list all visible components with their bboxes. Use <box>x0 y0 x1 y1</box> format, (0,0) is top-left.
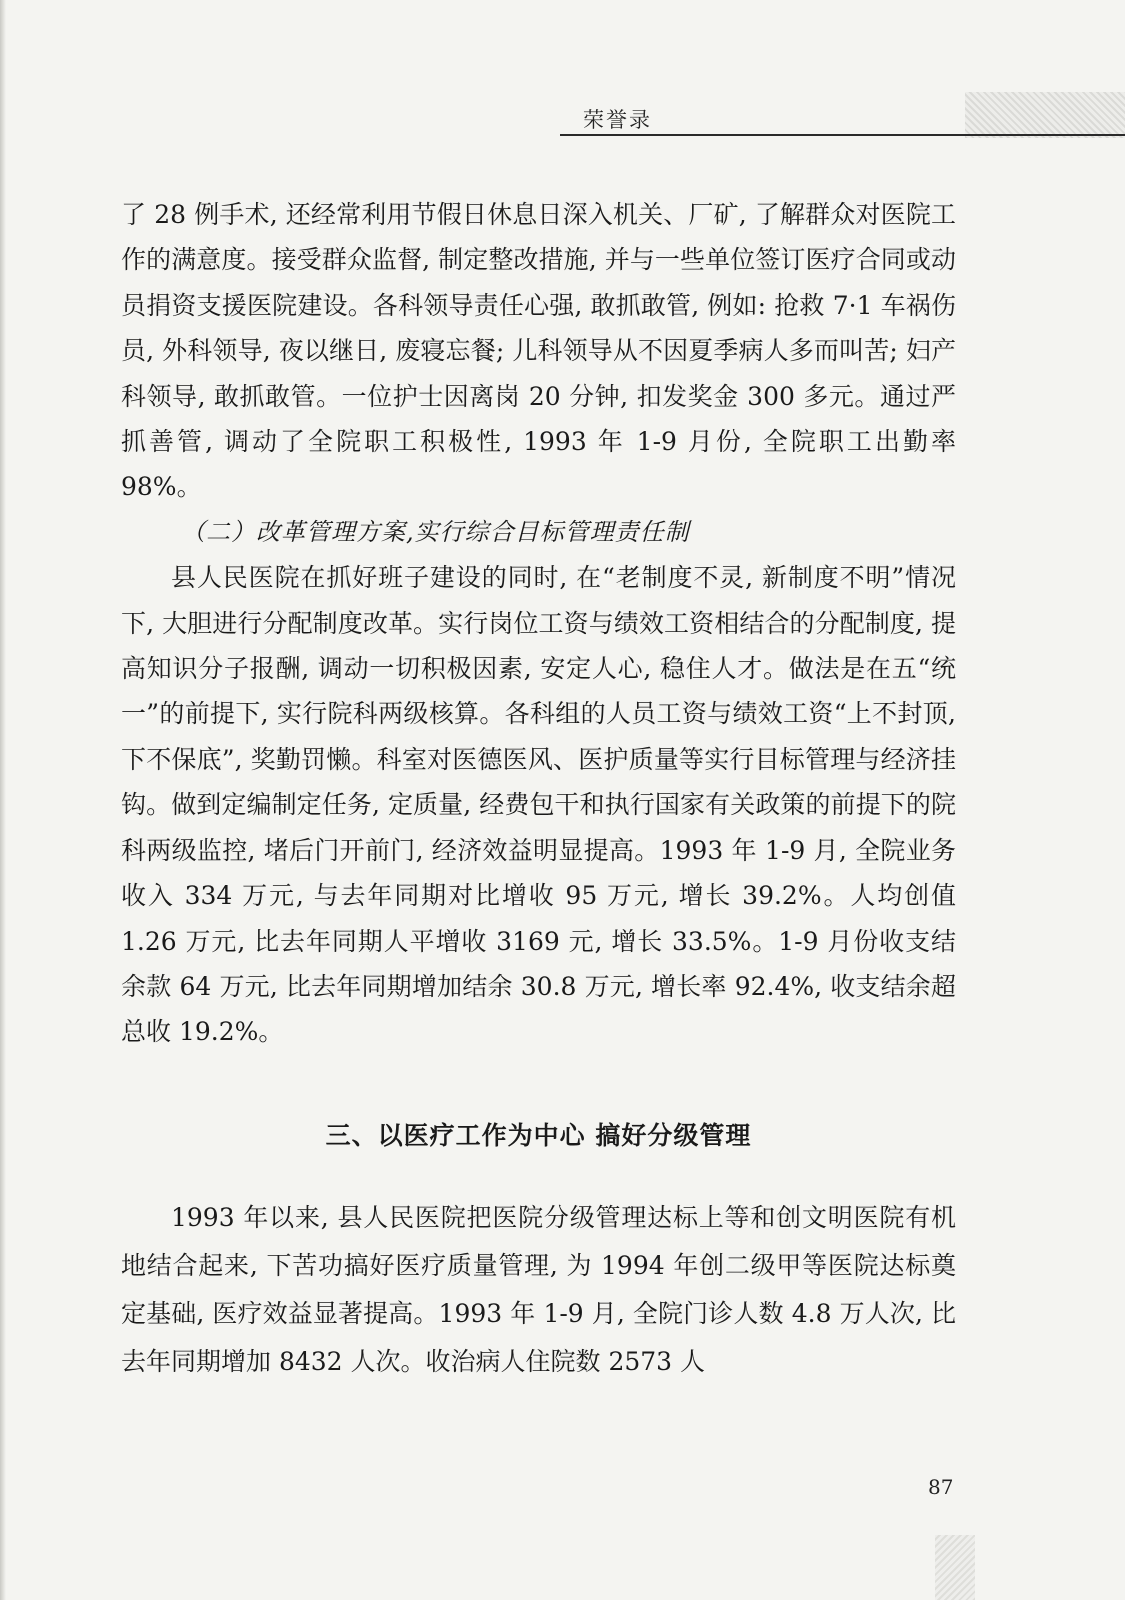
paragraph-continuation: 了 28 例手术, 还经常利用节假日休息日深入机关、厂矿, 了解群众对医院工作的满意度。接受群众监督, 制定整改措施, 并与一些单位签订医疗合同或动员捐资支援医院建设。各科领导责任心强, 敢抓敢管, 例如: 抢救 7·1 车祸伤员, 外科领导, 夜以继日, 废寝忘餐; 儿科领导从不因夏季病人多而叫苦; 妇产科领导, 敢抓敢管。一位护士因离岗 20 分钟, 扣发奖金 300 多元。通过严抓善管, 调动了全院职工积极性, 1993 年 1-9 月份, 全院职工出勤率 98%。 <box>121 200 956 502</box>
page-number: 87 <box>928 1475 954 1499</box>
paragraph: 1993 年以来, 县人民医院把医院分级管理达标上等和创文明医院有机地结合起来, 下苦功搞好医疗质量管理, 为 1994 年创二级甲等医院达标奠定基础, 医疗效益显著提高。1993 年 1-9 月, 全院门诊人数 4.8 万人次, 比去年同期增加 8432 人次。收治病人住院数 2573 人 <box>121 1203 956 1376</box>
scan-texture <box>935 1535 975 1600</box>
section-title: 三、以医疗工作为中心 搞好分级管理 <box>325 1121 752 1150</box>
body-text-top <box>121 192 956 1055</box>
body-text-bottom <box>121 1194 956 1386</box>
scan-texture <box>965 92 1125 138</box>
paragraph: 县人民医院在抓好班子建设的同时, 在“老制度不灵, 新制度不明”情况下, 大胆进行分配制度改革。实行岗位工资与绩效工资相结合的分配制度, 提高知识分子报酬, 调动一切积极因素, 安定人心, 稳住人才。做法是在五“统一”的前提下, 实行院科两级核算。各科组的人员工资与绩效工资“上不封顶, 下不保底”, 奖勤罚懒。科室对医德医风、医护质量等实行目标管理与经济挂钩。做到定编制定任务, 定质量, 经费包干和执行国家有关政策的前提下的院科两级监控, 堵后门开前门, 经济效益明显提高。1993 年 1-9 月, 全院业务收入 334 万元, 与去年同期对比增收 95 万元, 增长 39.2%。人均创值 1.26 万元, 比去年同期人平增收 3169 元, 增长 33.5%。1-9 月份收支结余款 64 万元, 比去年同期增加结余 30.8 万元, 增长率 92.4%, 收支结余超总收 19.2%。 <box>121 563 956 1047</box>
header-rule <box>560 134 1125 136</box>
running-title: 荣誉录 <box>583 108 652 132</box>
subheading: （二）改革管理方案,实行综合目标管理责任制 <box>181 517 690 546</box>
page-binding-edge <box>0 0 6 1600</box>
